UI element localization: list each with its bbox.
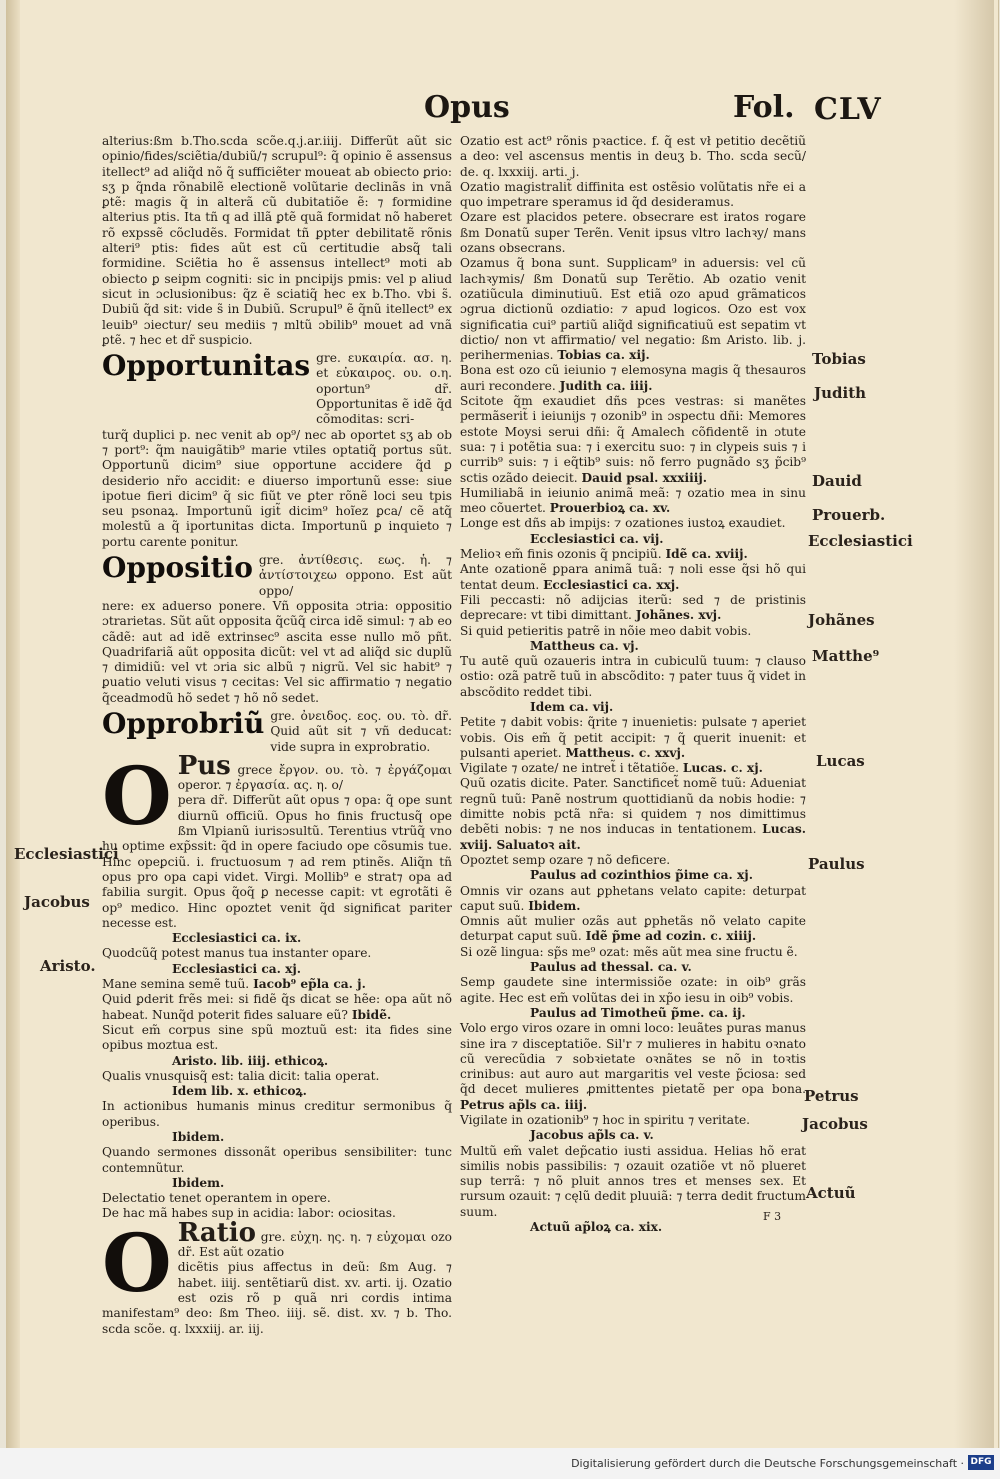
margin-note: Lucas <box>816 752 865 770</box>
margin-note: Jacobus <box>802 1115 868 1133</box>
citation: Judith ca. iiij. <box>559 378 653 393</box>
lemma-heading: Pus <box>177 750 231 781</box>
page-gutter <box>6 0 20 1448</box>
margin-note: Aristo. <box>40 957 96 975</box>
right-column <box>460 134 806 1235</box>
lemma-gloss: gre. ὀνειδος. εος. ου. τὸ. dr̃. Quid aũt sit ⁊ vñ deducat: vide supra in exprobratio. <box>270 708 452 754</box>
margin-note: Prouerb. <box>812 506 886 524</box>
quotation-text: Omnis aũt mulier ozãs aut ꝑphetãs nõ velato capite deturpat caput suũ. <box>460 914 806 944</box>
margin-note: Actuũ <box>806 1184 856 1202</box>
citation: Paulus ad thessal. ca. v. <box>530 960 692 975</box>
citation: Lucas. xviij. Saluatoꝛ ait. <box>460 822 807 852</box>
margin-note: Ecclesiastici <box>14 845 119 863</box>
quotation-text: Mane semina semẽ tuũ. <box>102 977 250 992</box>
quotation: Si ozẽ lingua: sp̃s me⁹ ozat: mẽs aũt mea sine fructu ẽ. <box>460 944 798 959</box>
running-head-word: Opus <box>424 90 510 125</box>
citation: Prouerbioꝝ ca. xv. <box>549 501 671 516</box>
citation: Actuũ ap̃loꝝ ca. xix. <box>530 1220 663 1235</box>
quotation: Delectatio tenet operantem in opere. <box>102 1191 331 1206</box>
margin-note: Tobias <box>812 350 866 368</box>
quotation <box>460 1021 806 1113</box>
citation: Tobias ca. xij. <box>557 348 650 363</box>
paragraph: pera dr̃. Differũt aũt opus ⁊ opa: q̃ ope sunt diurnũ officiũ. Opus ho finis fructusq̃ ope ßm Vlpianũ iurisɔsultũ. Terentius vtrũq̃ vno hu optime exp̃ssit: q̃d in opere faciudo ope cõsumis tue. Hinc opeꝑciũ. i. fructuosum ⁊ ad rem ptinẽs. Aliq̃n tñ opus pro opa capi videt. Virgi. Mollib⁹ e strat⁊ opa ad fabilia surgit. Opus q̃oq̃ ꝑ necesse capit: vt egrotãti ẽ op⁹ medico. Hinc opoztet venit q̃d significat pariter necesse est. <box>102 793 452 930</box>
quotation: Vigilate in ozationib⁹ ⁊ hoc in spiritu ⁊ veritate. <box>460 1113 751 1127</box>
margin-note: Matthe⁹ <box>812 647 880 665</box>
citation: Ecclesiastici ca. xj. <box>172 961 302 976</box>
page-edge-shadow <box>954 0 994 1448</box>
quotation-text: Ante ozationẽ ꝑpara animã tuã: ⁊ noli esse q̃si hõ qui tentat deum. <box>460 562 806 592</box>
entry-opportunitas <box>102 351 452 427</box>
lemma-heading: Opprobriũ <box>102 706 265 740</box>
citation: Ecclesiastici ca. ix. <box>172 931 302 946</box>
quotation: Longe est dñs ab impijs: ⁊ ozationes iustoꝝ exaudiet. <box>460 516 786 531</box>
lemma-gloss-text: grece ἔργον. ου. τὸ. ⁊ ἐργάζομαι operor. ⁊ ἐργασία. ας. η. o/ <box>177 762 452 793</box>
quotation: Opoztet semp ozare ⁊ nõ deficere. <box>460 852 671 867</box>
quotation <box>102 992 452 1023</box>
quotation <box>460 486 806 517</box>
quotation: Quando sermones dissonãt operibus sensibiliter: tunc contemnũtur. <box>102 1145 452 1175</box>
lemma-gloss: gre. ἀντίθεσις. εως. ἡ. ⁊ ἀντίστοιχεω oppono. Est aũt oppo/ <box>258 553 452 598</box>
quotation <box>460 593 806 624</box>
lemma-heading: Oppositio <box>102 551 253 585</box>
quotation <box>102 977 452 992</box>
entry-opprobrium <box>102 706 452 755</box>
margin-note: Ecclesiastici <box>808 532 913 550</box>
running-head-folio-label: Fol. <box>733 90 795 125</box>
quotation: Semp gaudete sine intermissiõe ozate: in oib⁹ grãs agite. Hec est em̃ volũtas dei in xp̃o iesu in oib⁹ vobis. <box>460 975 806 1005</box>
lemma-heading: Opportunitas <box>102 349 311 383</box>
quotation-text: Scitote q̃m exaudiet dñs pces vestras: si manẽtes permãserit̃ i ieiunijs ⁊ ozonib⁹ in ɔspectu dñi: Memores estote Moysi serui dñi: q̃ Amalech cõfidentẽ in ɔtute sua: ⁊ i potẽtia sua: ⁊ i exercitu suo: ⁊ in clypeis suis ⁊ i currib⁹ suis: ⁊ i eq̃tib⁹ suis: nõ ferro pugnãdo sʒ p̃cib⁹ sctis ozãdo deiecit. <box>460 394 806 485</box>
paragraph-text: Ozamus q̃ bona sunt. Supplicam⁹ in aduersis: vel cũ lachꝛymis/ ßm Donatũ sup Terẽtio. Ab ozatio venit ozatiũcula diminutiuũ. Est etiã ozo apud grãmaticos ɔgrua dictionũ ozdiatio: ⁊ apud logicos. Ozo est vox significatia cui⁹ partiũ aliq̃d significatiuũ est sepatim vt dictio/ non vt affirmatio/ vel negatio: ßm Aristo. lib. j. perihermenias. <box>460 256 806 363</box>
paragraph: dicẽtis pius affectus in deũ: ßm Aug. ⁊ habet. iiij. sentẽtiarũ dist. xv. arti. ij. Ozatio est ozis rõ p quã nri cordis intima manifestam⁹ deo: ßm Theo. iiij. sẽ. dist. xv. ⁊ b. Tho. scda scõe. q. lxxxiij. ar. iij. <box>102 1260 452 1336</box>
citation: Ecclesiastici ca. xxj. <box>543 577 680 592</box>
paragraph: Ozare est placidos petere. obsecrare est iratos rogare ßm Donatũ super Terẽn. Venit ipsus vltro lachꝛy/ mans ozans obsecrans. <box>460 210 806 256</box>
paragraph: Ozatio est act⁹ rõnis pꝛactice. f. q̃ est vł petitio decẽtiũ a deo: vel ascensus mentis in deuʒ b. Tho. scda secũ/ de. q. lxxxiij. arti. j. <box>460 134 806 179</box>
citation: Dauid psal. xxxiiij. <box>581 470 708 485</box>
footer-bar <box>0 1448 1000 1479</box>
citation: Ibidẽ. <box>351 1007 392 1022</box>
signature-mark: F 3 <box>763 1210 782 1223</box>
quotation <box>460 715 806 761</box>
funding-credit: Digitalisierung gefördert durch die Deutsche Forschungsgemeinschaft · <box>571 1457 964 1470</box>
quotation: Sicut em̃ corpus sine spũ moztuũ est: ita fides sine opibus moztua est. <box>102 1022 452 1053</box>
decorated-initial: O <box>102 748 172 843</box>
quotation: Qualis vnusquisq̃ est: talia dicit: talia operat. <box>102 1068 380 1083</box>
quotation-text: Volo ergo viros ozare in omni loco: leuãtes puras manus sine ira ⁊ disceptatiõe. Sil'r ⁊ mulieres in habitu oꝛnato cũ verecũdia ⁊ sobꝛietate oꝛnãtes se nõ in toꝛtis crinibus: aut auro aut margaritis vel veste p̃ciosa: sed q̃d decet mulieres ꝓmittentes pietatẽ per opa bona. <box>460 1021 806 1097</box>
citation: Idẽ p̃me ad cozin. c. xiiij. <box>585 929 757 944</box>
quotation: De hac mã habes sup in acidia: labor: ociositas. <box>102 1206 396 1221</box>
margin-note: Petrus <box>804 1087 859 1105</box>
book-page <box>6 0 999 1448</box>
citation: Ibidem. <box>528 898 581 913</box>
citation: Lucas. c. xj. <box>682 761 763 776</box>
citation: Idem ca. vij. <box>530 699 614 714</box>
citation: Paulus ad Timotheũ p̃me. ca. ij. <box>530 1005 746 1020</box>
paragraph: turq̃ duplici p. nec venit ab op⁹/ nec ab oportet sʒ ab ob ⁊ port⁹: q̃m nauigãtib⁹ marie vtiles optatiq̃ portus sũt. Opportunũ dicim⁹ siue opportune accidere q̃d ꝑ desiderio nr̃o accidit: e diuerso importunũ esse: siue ipotue fieri dicim⁹ q̃ sic fiũt ve ꝑter rõnẽ loci seu tpis seu psonaꝝ. Importunũ igit̃ dicim⁹ hoĩez ꝑca/ cẽ atq̃ molestũ a q̃ iportunitas dicta. Importunũ ꝑ inquieto ⁊ portu carente ponitur. <box>102 427 452 549</box>
citation: Iacob⁹ ep̃la ca. j. <box>253 977 366 992</box>
margin-note: Dauid <box>812 472 862 490</box>
quotation-text: Omnis vir ozans aut ꝑphetans velato capite: deturpat caput suũ. <box>460 883 806 913</box>
dfg-logo-icon: DFG <box>968 1455 994 1470</box>
citation: Petrus ap̃ls ca. iiij. <box>460 1097 588 1112</box>
paragraph: nere: ex aduerso ponere. Vñ opposita ɔtria: oppositio ɔtrarietas. Sũt aũt opposita q̃cũq̃ circa idẽ simul: ⁊ ab eo cãdẽ: aut ad idẽ extrinsec⁹ ascita esse nullo mõ pñt. Quadrifariã aũt opposita dicũt: vel vt ad aliq̃d sic duplũ ⁊ dimidiũ: vel vt ɔria sic albũ ⁊ nigrũ. Vel sic habit⁹ ⁊ ꝑuatio veluti visus ⁊ cecitas: Vel sic affirmatio ⁊ negatio q̃ceadmodũ hõ sedet ⁊ hõ nõ sedet. <box>102 598 452 705</box>
quotation <box>460 776 806 852</box>
paragraph: Ozatio magistralit̃ diffinita est ostẽsio volũtatis nr̃e ei a quo impetrare speramus id q̃d desideramus. <box>460 179 806 210</box>
citation: Idem lib. x. ethicoꝝ. <box>172 1084 307 1099</box>
margin-note: Johãnes <box>808 611 875 629</box>
quotation-text: Melioꝛ em̃ finis ozonis q̃ pncipiũ. <box>460 547 662 562</box>
decorated-initial: O <box>102 1215 172 1310</box>
margin-note: Jacobus <box>24 893 90 911</box>
quotation: Tu autẽ quũ ozaueris intra in cubiculũ tuum: ⁊ clauso ostio: ozã patrẽ tuũ in abscõdito: ⁊ pater tuus q̃ videt in abscõdito reddet tibi. <box>460 654 806 699</box>
quotation <box>460 914 806 945</box>
quotation-text: Bona est ozo cũ ieiunio ⁊ elemosyna magis q̃ thesauros auri recondere. <box>460 363 806 393</box>
entry-oppositio <box>102 553 452 599</box>
folio-number: CLV <box>814 92 882 127</box>
quotation: Quodcũq̃ potest manus tua instanter opare. <box>102 946 372 961</box>
margin-note: Paulus <box>808 855 865 873</box>
quotation: Multũ em̃ valet dep̃catio iusti assidua. Helias hõ erat similis nobis passibilis: ⁊ ozauit ozatiõe vt nõ plueret sup terrã: ⁊ nõ pluit annos tres et menses sex. Et rursum ozauit: ⁊ cęlũ dedit pluuiã: ⁊ terra dedit fructum suum. <box>460 1143 806 1219</box>
citation: Idẽ ca. xviij. <box>665 547 748 562</box>
citation: Mattheus ca. vj. <box>530 638 639 653</box>
quotation: Si quid petieritis patrẽ in nõie meo dabit vobis. <box>460 623 752 638</box>
quotation-text: Quid ꝑderit frẽs mei: si fidẽ q̃s dicat se hẽe: opa aũt nõ habeat. Nunq̃d poterit fides saluare eũ? <box>102 992 452 1022</box>
left-column <box>102 134 452 1337</box>
quotation-text: Quũ ozatis dicite. Pater. Sanctificet̃ nomẽ tuũ: Adueniat regnũ tuũ: Panẽ nostrum quottidianũ da nobis hodie: ⁊ dimitte nobis pctã nr̃a: si quidem ⁊ nos dimittimus debẽti nobis: ⁊ ne nos inducas in tentationem. <box>460 776 806 837</box>
lemma-heading: Ratio <box>177 1217 256 1248</box>
lemma-gloss: gre. ευκαιρία. ασ. η. et εὐκαιρος. ου. ο.η. oportun⁹ dr̃. Opportunitas ẽ idẽ q̃d cõmoditas: scri- <box>316 351 452 427</box>
citation: Ecclesiastici ca. vij. <box>530 531 664 546</box>
quotation <box>460 562 806 593</box>
margin-note: Judith <box>814 384 867 402</box>
quotation <box>460 761 806 776</box>
citation: Paulus ad cozinthios p̃ime ca. xj. <box>530 868 753 883</box>
entry-opus <box>102 748 452 931</box>
citation: Johãnes. xvj. <box>635 608 722 623</box>
quotation <box>460 884 806 915</box>
lemma-gloss-text: gre. εὐχη. ης. η. ⁊ εὐχομαι ozo dr̃. Est aũt ozatio <box>177 1229 452 1260</box>
citation: Jacobus ap̃ls ca. v. <box>530 1128 654 1143</box>
quotation <box>460 547 806 562</box>
quotation: In actionibus humanis minus creditur sermonibus q̃ operibus. <box>102 1099 452 1129</box>
entry-oratio <box>102 1215 452 1337</box>
quotation-text: Fili peccasti: nõ adijcias iterũ: sed ⁊ de pristinis deprecare: vt tibi dimittant. <box>460 592 806 623</box>
paragraph <box>460 256 806 363</box>
quotation-text: Vigilate ⁊ ozate/ ne intret̃ i tẽtatiõe. <box>460 761 680 776</box>
citation: Aristo. lib. iiij. ethicoꝝ. <box>172 1053 329 1068</box>
quotation <box>460 363 806 394</box>
quotation-text: Humiliabã in ieiunio animã meã: ⁊ ozatio mea in sinu meo cõuertet. <box>460 485 806 516</box>
paragraph: alterius:ßm b.Tho.scda scõe.q.j.ar.iiij. Differũt aũt sic opinio/fides/sciẽtia/dubiũ/⁊ scrupul⁹: q̃ opinio ẽ assensus itellect⁹ ad aliq̃d nõ q̃ sufficiẽter moueat ab obiecto ꝑrio: sʒ p q̃nda rõnabilẽ electionẽ volũtarie declinãs in vnã ꝑtẽ: magis q̃ in alterã cũ dubitatiõe ẽ: ⁊ formidine alterius ptis. Ita tñ q ad illã ꝑtẽ quã formidat nõ haberet rõ expssẽ cõcludẽs. Formidat tñ ꝑpter debilitatẽ rõnis alteri⁹ ptis: fides aũt est cũ certitudie absq̃ tali formidine. Sciẽtia ho ẽ assensus intellect⁹ moti ab obiecto ꝑ seipm cognitiː sic in pncipijs pmis: vel p aliud sicut in ɔclusionibus: q̃z ẽ sciatiq̃ hec ex b.Tho. vbi s̃. Dubiũ q̃d sit: vide s̃ in Dubiũ. Scrupul⁹ ẽ q̃nũ itellect⁹ ex leuib⁹ ɔiectur/ seu mediis ⁊ mltũ ɔbilib⁹ mouet ad vnã ꝑtẽ. ⁊ hec et dr̃ suspicio. <box>102 134 452 347</box>
citation: Ibidem. <box>172 1175 225 1190</box>
quotation-text: Petite ⁊ dabit vobis: q̃rite ⁊ inuenietis: pulsate ⁊ aperiet vobis. Ois em̃ q̃ petit accipit: ⁊ q̃ querit inuenit: et pulsanti aperiet. <box>460 715 806 760</box>
citation: Mattheus. c. xxvj. <box>565 745 686 760</box>
citation: Ibidem. <box>172 1130 225 1144</box>
quotation <box>460 394 806 486</box>
